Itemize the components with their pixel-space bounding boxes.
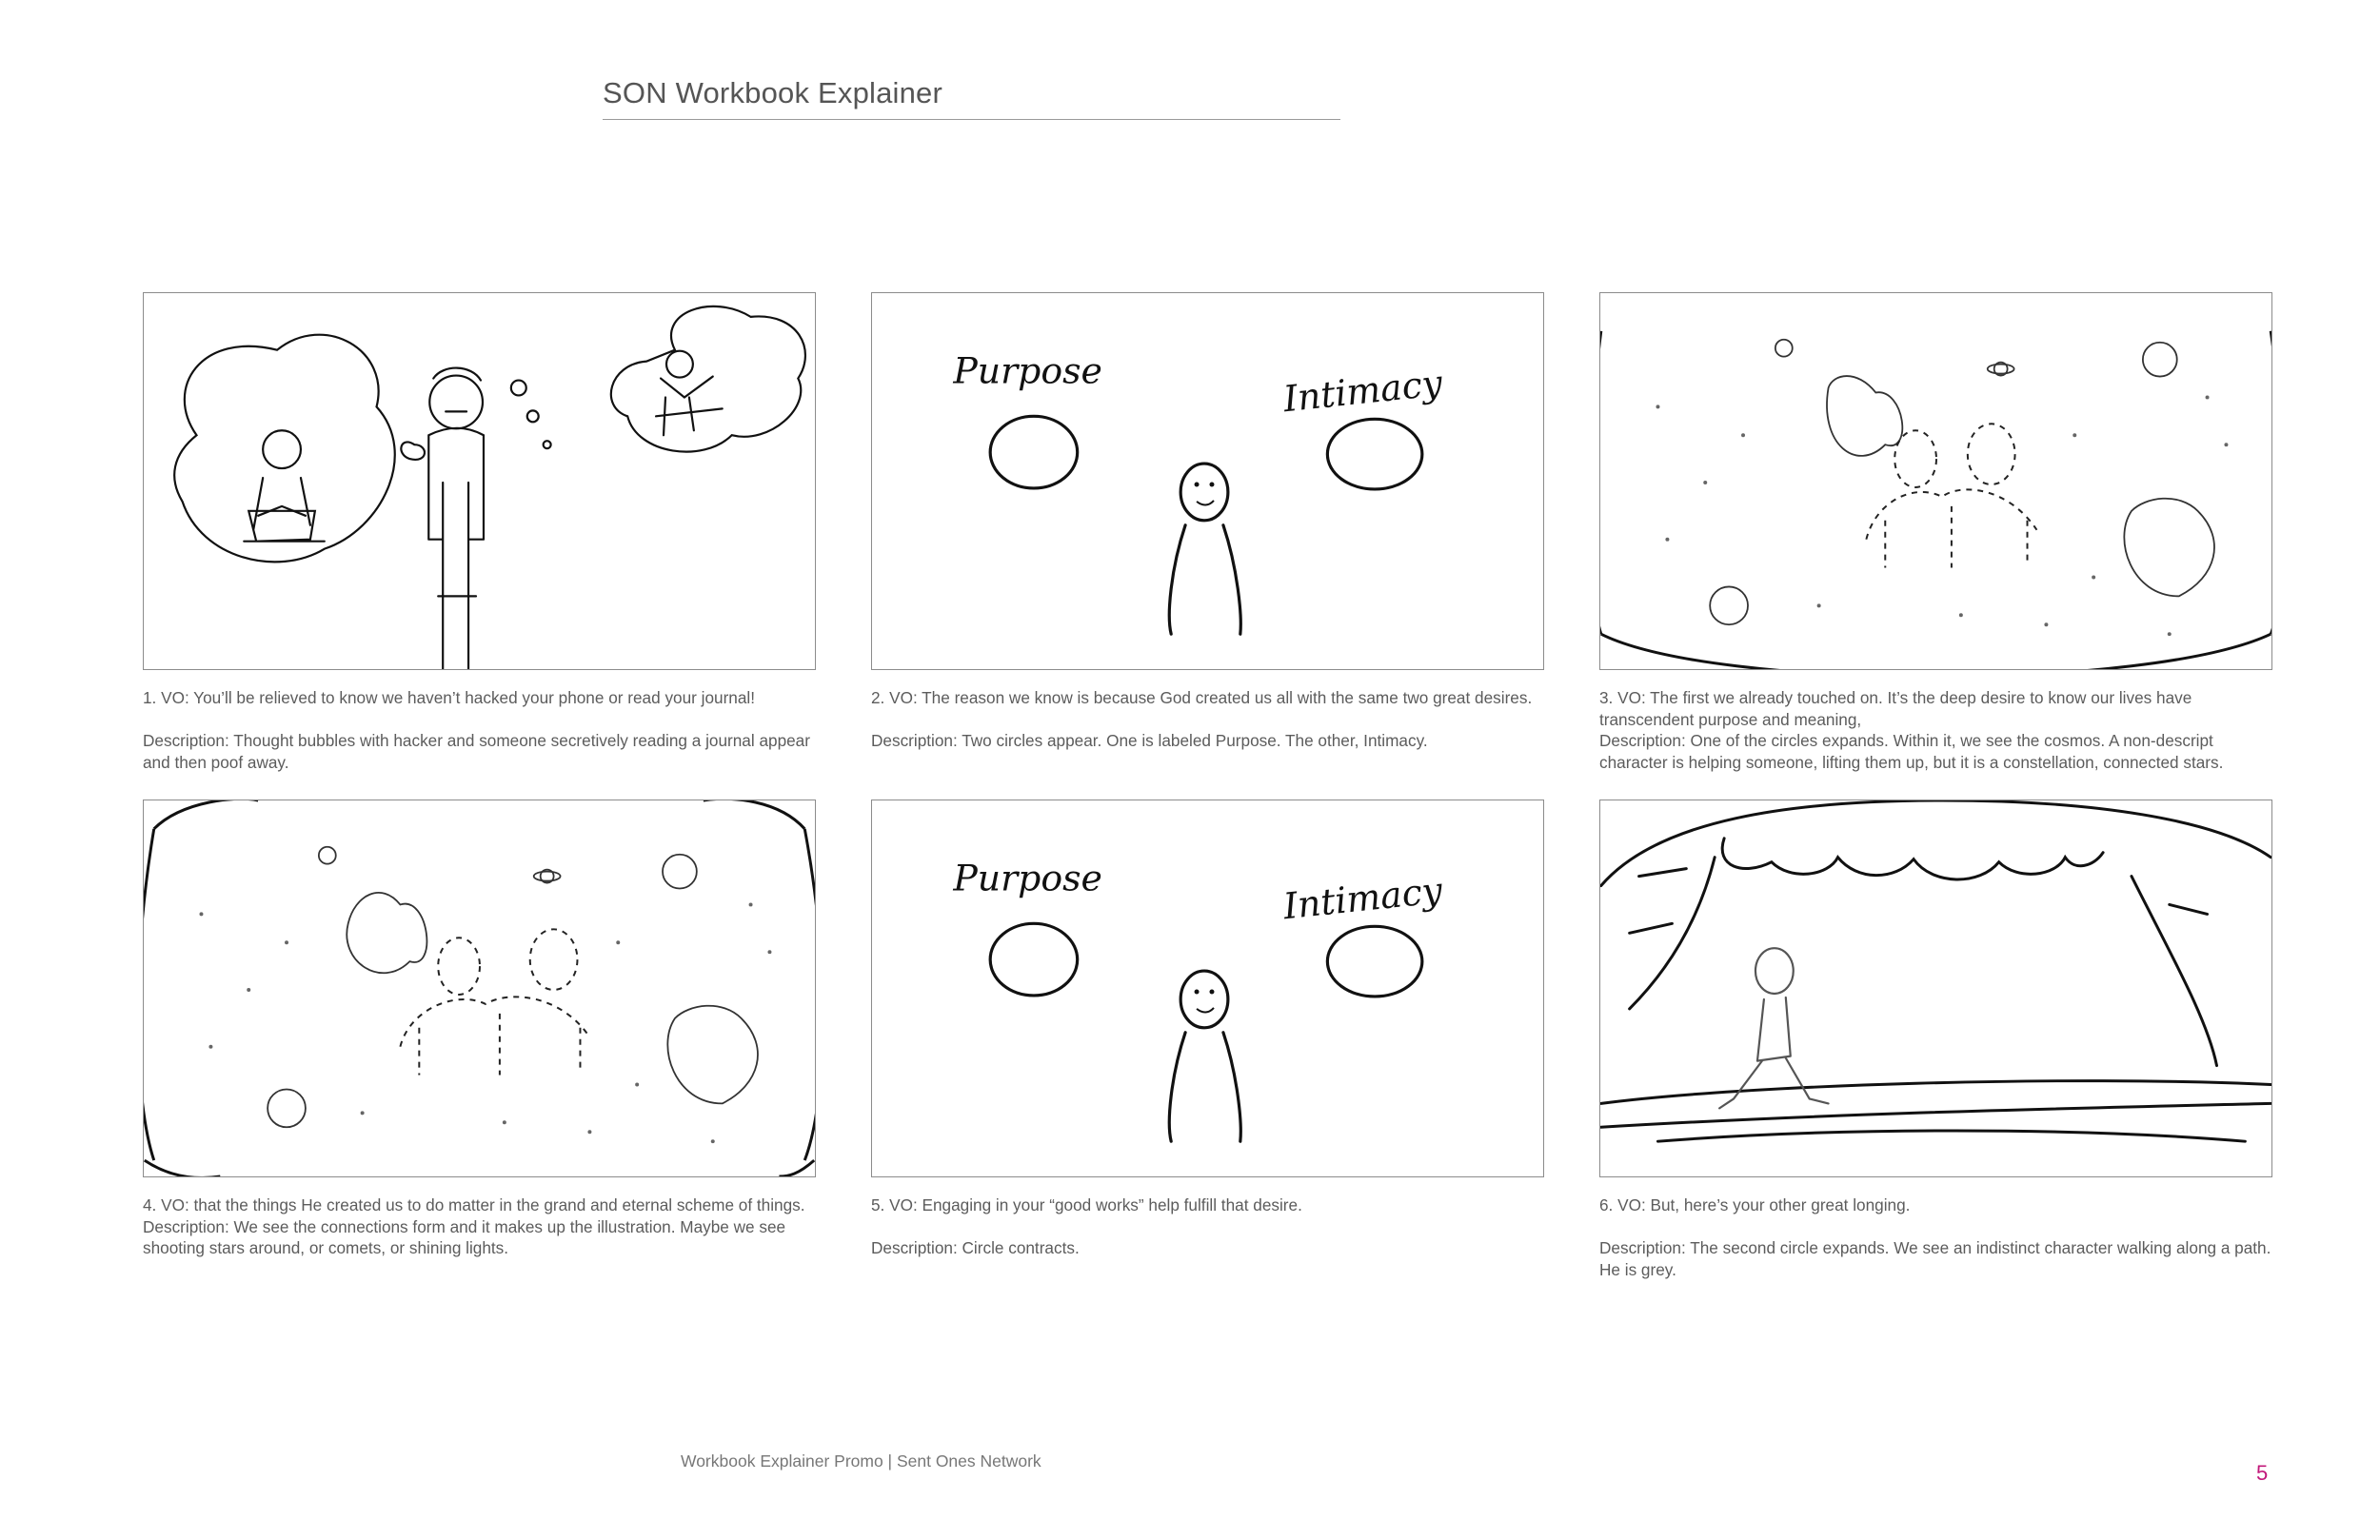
caption-5 bbox=[871, 1194, 1557, 1259]
sketch-walking-figure bbox=[1600, 800, 2271, 1176]
storyboard-frame-6 bbox=[1599, 800, 2272, 1177]
storyboard-frame-3 bbox=[1599, 292, 2272, 670]
caption-2 bbox=[871, 687, 1557, 752]
storyboard-frame-5 bbox=[871, 800, 1544, 1177]
caption-description: Description: We see the connections form and it makes up the illustration. Maybe we see shooting stars around, or comets, or shining lights. bbox=[143, 1216, 786, 1257]
caption-description: Description: The second circle expands. We see an indistinct character walking along a path. He is grey. bbox=[1599, 1238, 2271, 1279]
caption-description: Description: One of the circles expands. Within it, we see the cosmos. A non-descript character is helping someone, lifting them up, but it is a constellation, connected stars. bbox=[1599, 731, 2224, 772]
caption-1 bbox=[143, 687, 828, 773]
page-title: SON Workbook Explainer bbox=[603, 76, 943, 109]
caption-6 bbox=[1599, 1194, 2285, 1280]
caption-description: Description: Thought bubbles with hacker and someone secretively reading a journal appear and then poof away. bbox=[143, 731, 810, 772]
sketch-label-intimacy: Intimacy bbox=[1280, 869, 1445, 928]
sketch-cosmos-constellation bbox=[144, 800, 815, 1176]
caption-vo: 3. VO: The first we already touched on. It’s the deep desire to know our lives have transcendent purpose and meaning, bbox=[1599, 688, 2192, 729]
caption-4 bbox=[143, 1194, 828, 1259]
caption-description: Description: Two circles appear. One is labeled Purpose. The other, Intimacy. bbox=[871, 731, 1428, 750]
sketch-label-purpose: Purpose bbox=[953, 349, 1102, 392]
sketch-thought-bubbles bbox=[144, 293, 815, 669]
sketch-label-intimacy: Intimacy bbox=[1280, 362, 1445, 421]
caption-vo: 4. VO: that the things He created us to do matter in the grand and eternal scheme of things. bbox=[143, 1195, 805, 1214]
page-number: 5 bbox=[2256, 1461, 2269, 1485]
storyboard-frame-4 bbox=[143, 800, 816, 1177]
title-divider bbox=[603, 119, 1340, 120]
caption-vo: 6. VO: But, here’s your other great longing. bbox=[1599, 1195, 1911, 1214]
caption-vo: 2. VO: The reason we know is because God created us all with the same two great desires. bbox=[871, 688, 1533, 707]
caption-vo: 5. VO: Engaging in your “good works” help fulfill that desire. bbox=[871, 1195, 1302, 1214]
caption-3 bbox=[1599, 687, 2285, 773]
page-footer: Workbook Explainer Promo | Sent Ones Network bbox=[681, 1451, 1041, 1471]
caption-vo: 1. VO: You’ll be relieved to know we haven’t hacked your phone or read your journal! bbox=[143, 688, 756, 707]
sketch-purpose-intimacy bbox=[872, 293, 1543, 669]
caption-description: Description: Circle contracts. bbox=[871, 1238, 1080, 1257]
sketch-purpose-intimacy bbox=[872, 800, 1543, 1176]
storyboard-frame-2 bbox=[871, 292, 1544, 670]
sketch-cosmos-constellation bbox=[1600, 293, 2271, 669]
sketch-label-purpose: Purpose bbox=[953, 857, 1102, 899]
storyboard-frame-1 bbox=[143, 292, 816, 670]
